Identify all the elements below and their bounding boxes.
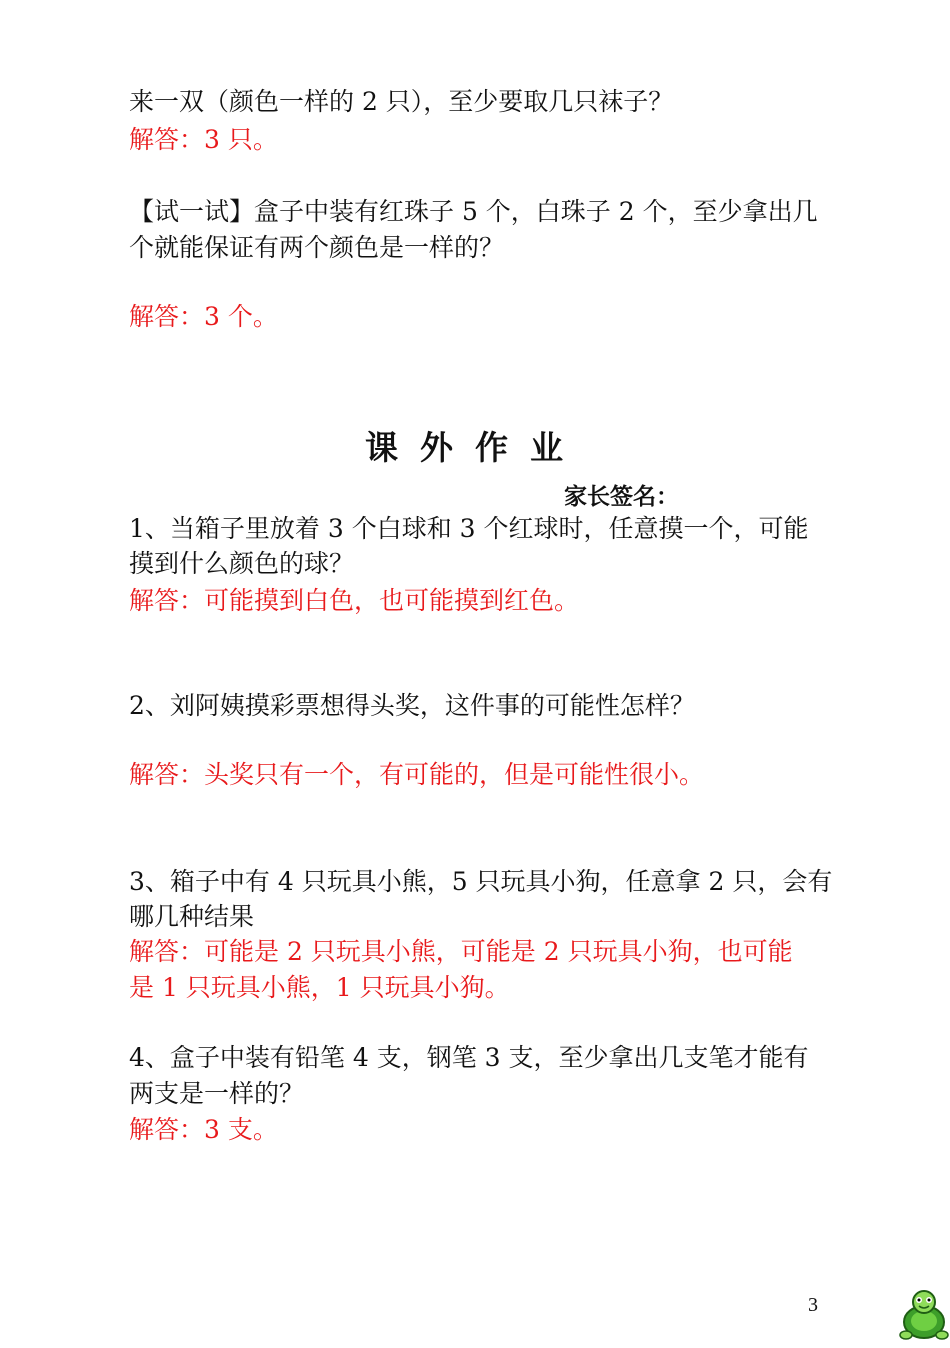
hw1-line-2: 摸到什么颜色的球？ <box>129 549 355 578</box>
question-continuation: 来一双（颜色一样的 2 只），至少要取几只袜子？ <box>129 87 674 116</box>
turtle-icon <box>898 1288 950 1344</box>
page-number: 3 <box>808 1294 818 1316</box>
try-it-answer: 解答：3 个。 <box>129 302 278 331</box>
hw3-answer-line-1: 解答：可能是 2 只玩具小熊，可能是 2 只玩具小狗，也可能 <box>129 937 793 966</box>
answer-socks: 解答：3 只。 <box>129 125 278 154</box>
try-it-line-2: 个就能保证有两个颜色是一样的？ <box>129 233 505 262</box>
hw2-answer: 解答：头奖只有一个，有可能的，但是可能性很小。 <box>129 760 705 789</box>
hw3-line-2: 哪几种结果 <box>129 902 255 931</box>
hw4-line-1: 4、盒子中装有铅笔 4 支，钢笔 3 支，至少拿出几支笔才能有 <box>129 1043 809 1072</box>
hw4-answer: 解答：3 支。 <box>129 1115 278 1144</box>
parent-signature-label: 家长签名： <box>564 484 679 510</box>
hw1-answer: 解答：可能摸到白色，也可能摸到红色。 <box>129 586 580 615</box>
hw3-line-1: 3、箱子中有 4 只玩具小熊，5 只玩具小狗，任意拿 2 只，会有 <box>129 867 833 896</box>
try-it-line-1: 【试一试】盒子中装有红珠子 5 个，白珠子 2 个，至少拿出几 <box>129 197 818 226</box>
hw4-line-2: 两支是一样的？ <box>129 1079 305 1108</box>
homework-title: 课外作业 <box>365 428 585 467</box>
hw3-answer-line-2: 是 1 只玩具小熊，1 只玩具小狗。 <box>129 973 510 1002</box>
hw1-line-1: 1、当箱子里放着 3 个白球和 3 个红球时，任意摸一个，可能 <box>129 514 809 543</box>
hw2-question: 2、刘阿姨摸彩票想得头奖，这件事的可能性怎样？ <box>129 691 695 720</box>
